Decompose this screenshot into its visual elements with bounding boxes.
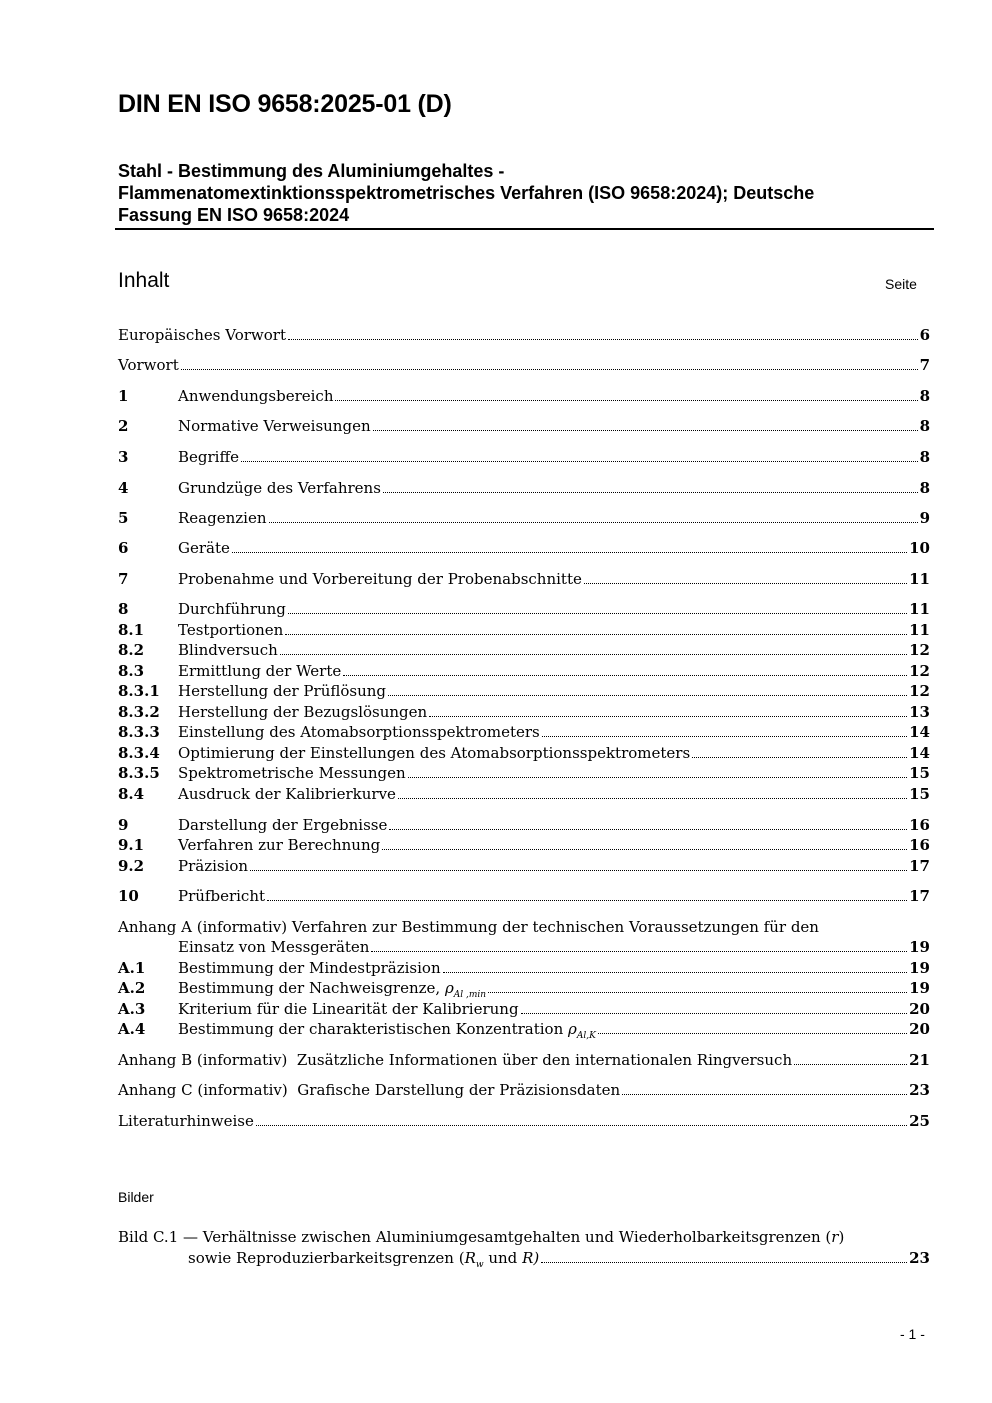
toc-entry-title: Ermittlung der Werte — [178, 662, 342, 680]
toc-entry-number: 1 — [118, 387, 129, 405]
figures-heading: Bilder — [118, 1189, 154, 1205]
toc-entry-page: 20 — [909, 1020, 930, 1038]
toc-entry[interactable] — [118, 386, 930, 406]
toc-entry-number: 7 — [118, 570, 129, 588]
toc-entry-title: Anhang C (informativ) Grafische Darstellung der Präzisionsdaten — [118, 1081, 621, 1099]
document-title — [118, 160, 933, 226]
toc-entry[interactable] — [118, 508, 930, 528]
toc-entry[interactable] — [118, 743, 930, 763]
dot-leader — [373, 430, 918, 431]
toc-entry-title: Präzision — [178, 857, 249, 875]
dot-leader — [389, 829, 907, 830]
dot-leader — [288, 339, 918, 340]
toc-entry-title: Geräte — [178, 539, 230, 557]
figure-variable: R — [464, 1249, 476, 1267]
rho-symbol: ρ — [444, 979, 454, 997]
toc-entry-title-text: Bestimmung der charakteristischen Konzentration — [178, 1020, 569, 1038]
toc-entry-page: 17 — [909, 887, 930, 905]
toc-entry-number: 8.3 — [118, 662, 145, 680]
toc-entry-number: 10 — [118, 887, 139, 905]
dot-leader — [398, 798, 907, 799]
toc-entry[interactable] — [118, 702, 930, 722]
toc-entry-page: 23 — [909, 1081, 930, 1099]
toc-entry[interactable] — [118, 763, 930, 783]
toc-entry-page: 14 — [909, 744, 930, 762]
toc-entry-number: 8.3.5 — [118, 764, 160, 782]
toc-entry-page: 10 — [909, 539, 930, 557]
toc-entry-title: Optimierung der Einstellungen des Atomabsorptionsspektrometers — [178, 744, 691, 762]
document-title-line: Stahl - Bestimmung des Aluminiumgehaltes - — [118, 161, 505, 181]
toc-entry-page: 6 — [919, 326, 930, 344]
toc-entry[interactable] — [118, 1080, 930, 1100]
toc-entry-title: Testportionen — [178, 621, 284, 639]
toc-entry-number: 8.3.3 — [118, 723, 160, 741]
toc-entry-title: Einsatz von Messgeräten — [178, 938, 370, 956]
toc-entry-title — [178, 1019, 596, 1042]
footer-page-number: - 1 - — [900, 1326, 925, 1342]
toc-entry-page: 19 — [909, 938, 930, 956]
toc-entry-title: Blindversuch — [178, 641, 278, 659]
toc-entry-number: A.2 — [118, 979, 146, 997]
dot-leader — [541, 1262, 907, 1263]
toc-entry-title: Herstellung der Prüflösung — [178, 682, 387, 700]
toc-entry-page: 9 — [919, 509, 930, 527]
toc-entry-title: Normative Verweisungen — [178, 417, 371, 435]
dot-leader — [343, 675, 907, 676]
toc-entry-number: 8.3.4 — [118, 744, 160, 762]
toc-entry[interactable] — [118, 661, 930, 681]
toc-entry-title: Ausdruck der Kalibrierkurve — [178, 785, 396, 803]
toc-entry[interactable] — [118, 835, 930, 855]
figure-variable: r — [831, 1228, 839, 1246]
figure-title-text: Bild C.1 — Verhältnisse zwischen Aluminiumgesamtgehalten und Wiederholbarkeitsgrenzen ( — [118, 1228, 832, 1246]
dot-leader — [429, 716, 907, 717]
toc-entry-page: 7 — [919, 356, 930, 374]
toc-entry-number: 8.3.2 — [118, 703, 160, 721]
toc-entry-page: 13 — [909, 703, 930, 721]
toc-entry-title: Verfahren zur Berechnung — [178, 836, 381, 854]
toc-heading: Inhalt — [118, 269, 170, 292]
toc-entry-title: Einstellung des Atomabsorptionsspektrometers — [178, 723, 540, 741]
toc-entry-title: Prüfbericht — [178, 887, 266, 905]
toc-entry-title: Spektrometrische Messungen — [178, 764, 406, 782]
figure-title-text: sowie Reproduzierbarkeitsgrenzen ( — [188, 1249, 465, 1267]
document-title-line: Flammenatomextinktionsspektrometrisches Verfahren (ISO 9658:2024); Deutsche — [118, 183, 815, 203]
document-title-line: Fassung EN ISO 9658:2024 — [118, 205, 350, 225]
figure-title-text: und — [483, 1249, 523, 1267]
toc-entry[interactable] — [118, 1019, 930, 1039]
toc-entry-number: 8.3.1 — [118, 682, 160, 700]
toc-entry-page: 12 — [909, 682, 930, 700]
dot-leader — [335, 400, 917, 401]
toc-entry-page: 19 — [909, 979, 930, 997]
dot-leader — [383, 492, 918, 493]
toc-entry-page: 8 — [919, 417, 930, 435]
dot-leader — [256, 1125, 907, 1126]
toc-entry[interactable] — [118, 937, 930, 957]
toc-entry[interactable] — [118, 640, 930, 660]
toc-entry-title: Probenahme und Vorbereitung der Probenabschnitte — [178, 570, 582, 588]
toc-entry-number: 9.1 — [118, 836, 145, 854]
toc-entry-title: Durchführung — [178, 600, 286, 618]
toc-entry[interactable] — [118, 355, 930, 375]
dot-leader — [794, 1064, 907, 1065]
toc-entry[interactable] — [118, 681, 930, 701]
toc-entry[interactable] — [118, 620, 930, 640]
toc-entry[interactable] — [118, 815, 930, 835]
toc-entry-title: Anwendungsbereich — [178, 387, 334, 405]
dot-leader — [521, 1013, 908, 1014]
toc-entry-title: Begriffe — [178, 448, 240, 466]
toc-entry[interactable] — [118, 416, 930, 436]
dot-leader — [250, 870, 907, 871]
dot-leader — [542, 736, 907, 737]
figure-title-text: ) — [533, 1249, 540, 1267]
dot-leader — [382, 849, 907, 850]
toc-entry-number: A.4 — [118, 1020, 146, 1038]
toc-entry-title: Grundzüge des Verfahrens — [178, 479, 381, 497]
dot-leader — [371, 951, 907, 952]
toc-entry-title — [178, 978, 486, 1001]
figure-variable-subscript: w — [475, 1260, 484, 1270]
toc-entry[interactable] — [118, 599, 930, 619]
toc-entry[interactable] — [118, 886, 930, 906]
toc-entry-page: 19 — [909, 959, 930, 977]
rho-subscript: Al,K — [576, 1031, 596, 1041]
figure-entry-page: 23 — [909, 1249, 930, 1267]
toc-entry-title: Vorwort — [118, 356, 179, 374]
dot-leader — [285, 634, 907, 635]
figure-entry-title — [188, 1248, 539, 1271]
toc-annex-a-title[interactable]: Anhang A (informativ) Verfahren zur Bestimmung der technischen Voraussetzungen für den — [118, 918, 819, 936]
toc-entry-page: 21 — [909, 1051, 930, 1069]
toc-entry-number: A.3 — [118, 1000, 146, 1018]
toc-entry-number: 8.2 — [118, 641, 145, 659]
figure-variable: R — [522, 1249, 534, 1267]
toc-entry-page: 11 — [909, 600, 930, 618]
toc-entry-number: 4 — [118, 479, 129, 497]
toc-entry-page: 17 — [909, 857, 930, 875]
toc-entry-page: 11 — [909, 621, 930, 639]
toc-entry[interactable] — [118, 856, 930, 876]
figure-entry-title[interactable] — [118, 1227, 930, 1247]
toc-entry-title: Reagenzien — [178, 509, 267, 527]
dot-leader — [288, 613, 907, 614]
toc-entry-page: 15 — [909, 785, 930, 803]
title-divider — [115, 228, 934, 230]
toc-entry-title: Bestimmung der Mindestpräzision — [178, 959, 441, 977]
rho-symbol: ρ — [568, 1020, 577, 1038]
dot-leader — [232, 552, 907, 553]
toc-entry[interactable] — [118, 1050, 930, 1070]
toc-entry-number: A.1 — [118, 959, 146, 977]
toc-entry-title-text: Bestimmung der Nachweisgrenze, — [178, 979, 445, 997]
toc-entry-page: 15 — [909, 764, 930, 782]
dot-leader — [241, 461, 918, 462]
toc-entry[interactable] — [118, 538, 930, 558]
toc-entry[interactable] — [118, 784, 930, 804]
toc-entry-page: 14 — [909, 723, 930, 741]
document-id: DIN EN ISO 9658:2025-01 (D) — [118, 90, 452, 118]
dot-leader — [408, 777, 907, 778]
figure-title-text: ) — [838, 1228, 845, 1246]
toc-entry-page: 12 — [909, 641, 930, 659]
dot-leader — [584, 583, 907, 584]
toc-entry[interactable] — [118, 722, 930, 742]
toc-entry[interactable] — [118, 958, 930, 978]
toc-entry[interactable] — [118, 447, 930, 467]
toc-entry-number: 2 — [118, 417, 129, 435]
toc-entry-number: 5 — [118, 509, 129, 527]
toc-entry-page: 25 — [909, 1112, 930, 1130]
dot-leader — [622, 1094, 907, 1095]
toc-entry-number: 3 — [118, 448, 129, 466]
toc-entry[interactable] — [118, 1111, 930, 1131]
toc-entry-page: 8 — [919, 387, 930, 405]
toc-entry-title: Literaturhinweise — [118, 1112, 254, 1130]
toc-entry-number: 8.4 — [118, 785, 145, 803]
toc-entry[interactable] — [118, 999, 930, 1019]
figure-entry[interactable] — [118, 1248, 930, 1268]
dot-leader — [280, 654, 907, 655]
rho-subscript: Al ,min — [453, 990, 487, 1000]
toc-entry-page: 16 — [909, 836, 930, 854]
toc-entry[interactable] — [118, 978, 930, 998]
toc-entry[interactable] — [118, 478, 930, 498]
toc-entry-page: 11 — [909, 570, 930, 588]
dot-leader — [692, 757, 907, 758]
dot-leader — [443, 972, 908, 973]
dot-leader — [488, 992, 907, 993]
toc-entry-page: 8 — [919, 448, 930, 466]
toc-entry-number: 6 — [118, 539, 129, 557]
toc-entry-number: 9.2 — [118, 857, 145, 875]
page-column-label: Seite — [885, 276, 917, 292]
dot-leader — [267, 900, 907, 901]
toc-entry[interactable] — [118, 569, 930, 589]
dot-leader — [598, 1033, 907, 1034]
dot-leader — [388, 695, 907, 696]
toc-entry-title: Darstellung der Ergebnisse — [178, 816, 388, 834]
toc-entry-title: Herstellung der Bezugslösungen — [178, 703, 428, 721]
toc-entry-title: Anhang B (informativ) Zusätzliche Informationen über den internationalen Ringversuch — [118, 1051, 793, 1069]
toc-entry-number: 8.1 — [118, 621, 145, 639]
toc-entry-page: 20 — [909, 1000, 930, 1018]
dot-leader — [181, 369, 918, 370]
toc-entry-page: 16 — [909, 816, 930, 834]
toc-entry-number: 9 — [118, 816, 129, 834]
toc-entry-title: Kriterium für die Linearität der Kalibrierung — [178, 1000, 519, 1018]
toc-entry-page: 8 — [919, 479, 930, 497]
toc-entry-number: 8 — [118, 600, 129, 618]
toc-entry[interactable] — [118, 325, 930, 345]
toc-entry-page: 12 — [909, 662, 930, 680]
toc-entry-title: Europäisches Vorwort — [118, 326, 286, 344]
dot-leader — [269, 522, 918, 523]
